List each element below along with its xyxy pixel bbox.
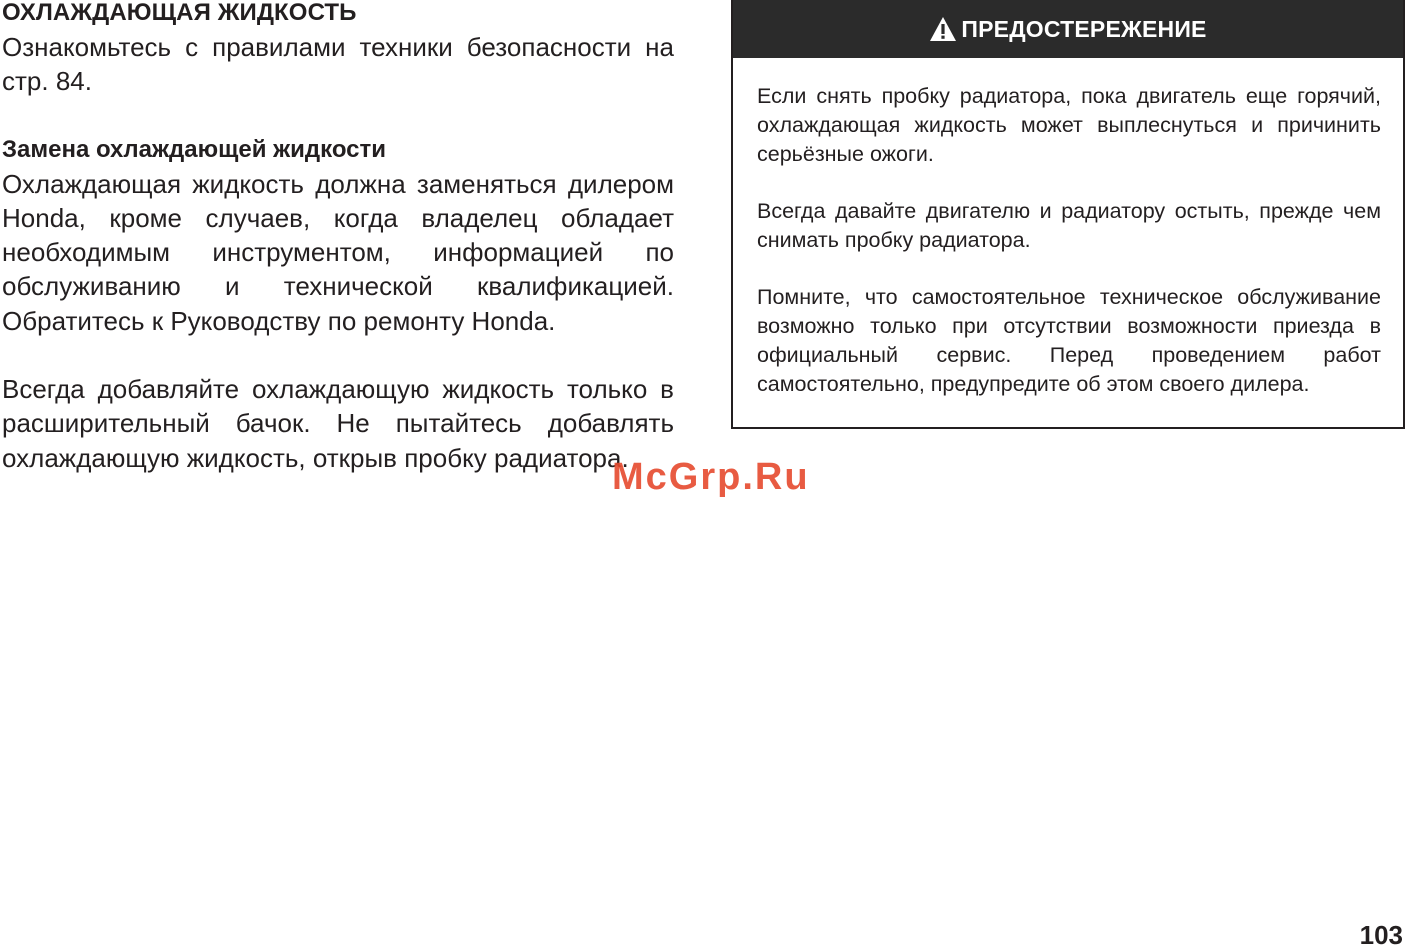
paragraph-gap [2, 99, 674, 133]
warning-paragraph-self-service: Помните, что самостоятельное техническое обслуживание возможно только при отсутствии возможности приезда в официальный сервис. Перед проведением работ самостоятельно, предупредите об этом своего дилера. [757, 285, 1381, 396]
paragraph-gap [2, 338, 674, 372]
page-number: 103 [1359, 920, 1403, 950]
section-title: ОХЛАЖДАЮЩАЯ ЖИДКОСТЬ [2, 0, 357, 26]
warning-box [731, 0, 1405, 429]
watermark: McGrp.Ru [612, 456, 810, 498]
warning-body [733, 58, 1403, 399]
subheading-coolant-replacement: Замена охлаждающей жидкости [2, 135, 387, 163]
warning-paragraph-cool-down: Всегда давайте двигателю и радиатору остыть, прежде чем снимать пробку радиатора. [757, 199, 1381, 252]
coolant-adding-paragraph: Всегда добавляйте охлаждающую жидкость только в расширительный бачок. Не пытайтесь добавлять охлаждающую жидкость, открыв пробку радиатора. [2, 374, 674, 473]
safety-reference-text: Ознакомьтесь с правилами техники безопасности на стр. 84. [2, 32, 674, 97]
warning-paragraph-hot-cap: Если снять пробку радиатора, пока двигатель еще горячий, охлаждающая жидкость может выплеснуться и причинить серьёзные ожоги. [757, 84, 1381, 166]
warning-triangle-icon [929, 16, 957, 42]
coolant-replacement-paragraph: Охлаждающая жидкость должна заменяться дилером Honda, кроме случаев, когда владелец обладает необходимым инструментом, информацией по обслуживанию и технической квалификацией. Обратитесь к Руководству по ремонту Honda. [2, 168, 674, 336]
left-column [2, 0, 674, 475]
warning-header [733, 0, 1403, 58]
warning-title: ПРЕДОСТЕРЕЖЕНИЕ [961, 15, 1207, 42]
